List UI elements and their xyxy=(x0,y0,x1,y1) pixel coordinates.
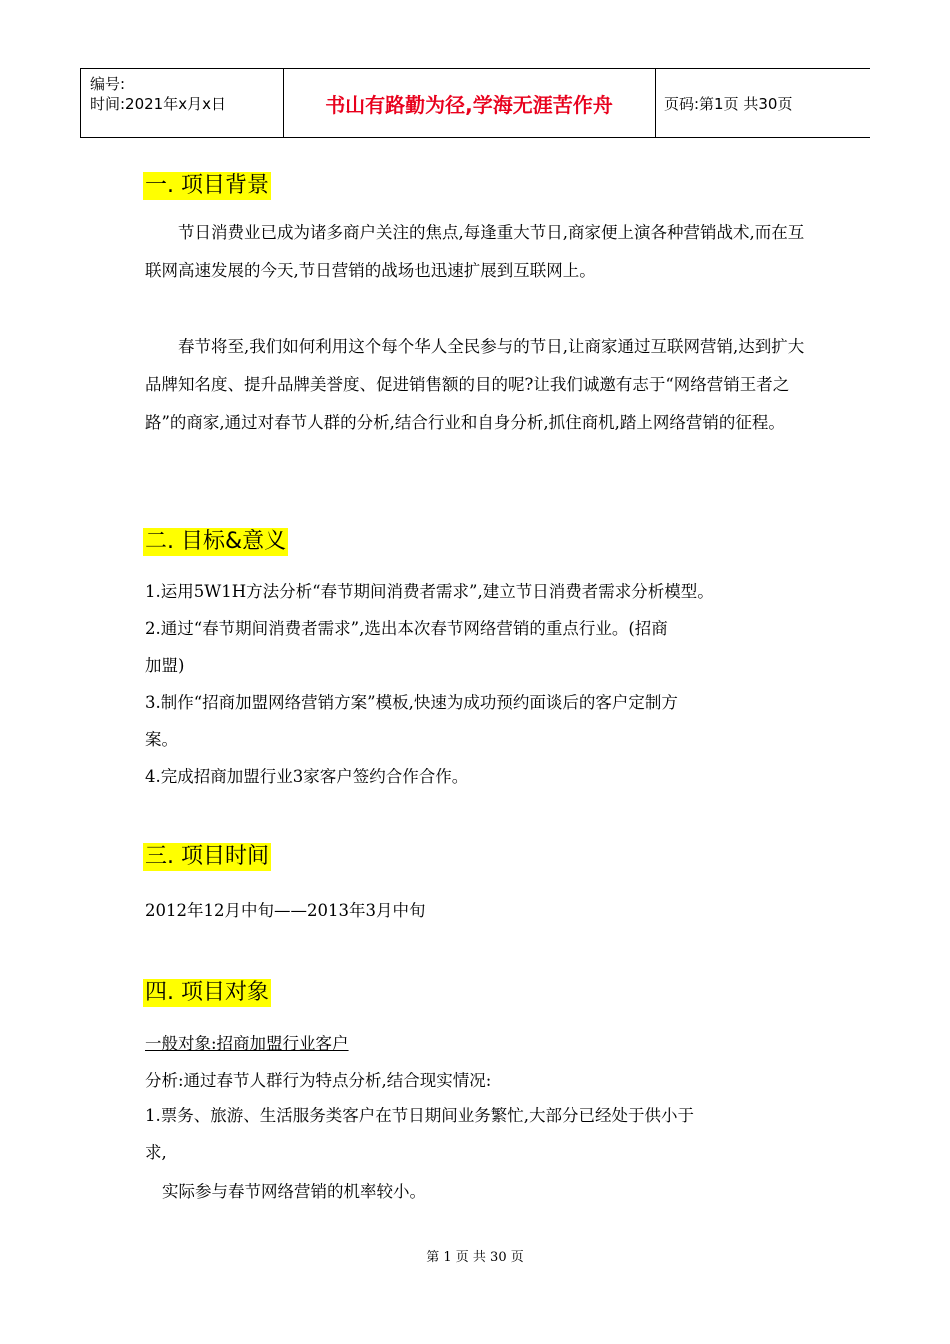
time-label: 时间:2021年x月x日 xyxy=(90,95,226,113)
project-time: 2012年12月中旬——2013年3月中旬 xyxy=(145,901,426,920)
page-footer: 第 1 页 共 30 页 xyxy=(426,1250,524,1265)
number-label: 编号: xyxy=(90,75,126,93)
section-heading-background: 一. 项目背景 xyxy=(145,173,269,198)
paragraph-background-1: 节日消费业已成为诸多商户关注的焦点,每逢重大节日,商家便上演各种营销战术,而在互联网高速发展的今天,节日营销的战场也迅速扩展到互联网上。 xyxy=(145,223,805,280)
goal-item-3-cont: 案。 xyxy=(145,730,178,749)
goal-item-2-cont: 加盟) xyxy=(145,656,185,675)
analysis-intro: 分析:通过春节人群行为特点分析,结合现实情况: xyxy=(145,1071,492,1090)
header-meta xyxy=(90,74,226,114)
divider xyxy=(655,69,656,137)
section-heading-goals: 二. 目标&意义 xyxy=(145,529,287,554)
header-motto: 书山有路勤为径,学海无涯苦作舟 xyxy=(325,92,613,117)
section-heading-time: 三. 项目时间 xyxy=(145,844,269,869)
goal-item-2: 2.通过“春节期间消费者需求”,选出本次春节网络营销的重点行业。(招商 xyxy=(145,619,668,638)
section-heading-target: 四. 项目对象 xyxy=(145,980,269,1005)
goal-item-1: 1.运用5W1H方法分析“春节期间消费者需求”,建立节日消费者需求分析模型。 xyxy=(145,582,714,601)
header-table xyxy=(80,68,870,138)
header-page-info: 页码:第1页 共30页 xyxy=(664,95,793,113)
analysis-item-1-cont: 求, xyxy=(145,1143,167,1162)
analysis-note: 实际参与春节网络营销的机率较小。 xyxy=(162,1182,426,1201)
paragraph-background-2: 春节将至,我们如何利用这个每个华人全民参与的节日,让商家通过互联网营销,达到扩大品牌知名度、提升品牌美誉度、促进销售额的目的呢?让我们诚邀有志于“网络营销王者之路”的商家,通过对春节人群的分析,结合行业和自身分析,抓住商机,踏上网络营销的征程。 xyxy=(145,337,805,432)
goal-item-4: 4.完成招商加盟行业3家客户签约合作合作。 xyxy=(145,767,469,786)
analysis-item-1: 1.票务、旅游、生活服务类客户在节日期间业务繁忙,大部分已经处于供小于 xyxy=(145,1106,694,1125)
general-target: 一般对象:招商加盟行业客户 xyxy=(145,1034,349,1053)
divider xyxy=(80,69,81,137)
goal-item-3: 3.制作“招商加盟网络营销方案”模板,快速为成功预约面谈后的客户定制方 xyxy=(145,693,678,712)
